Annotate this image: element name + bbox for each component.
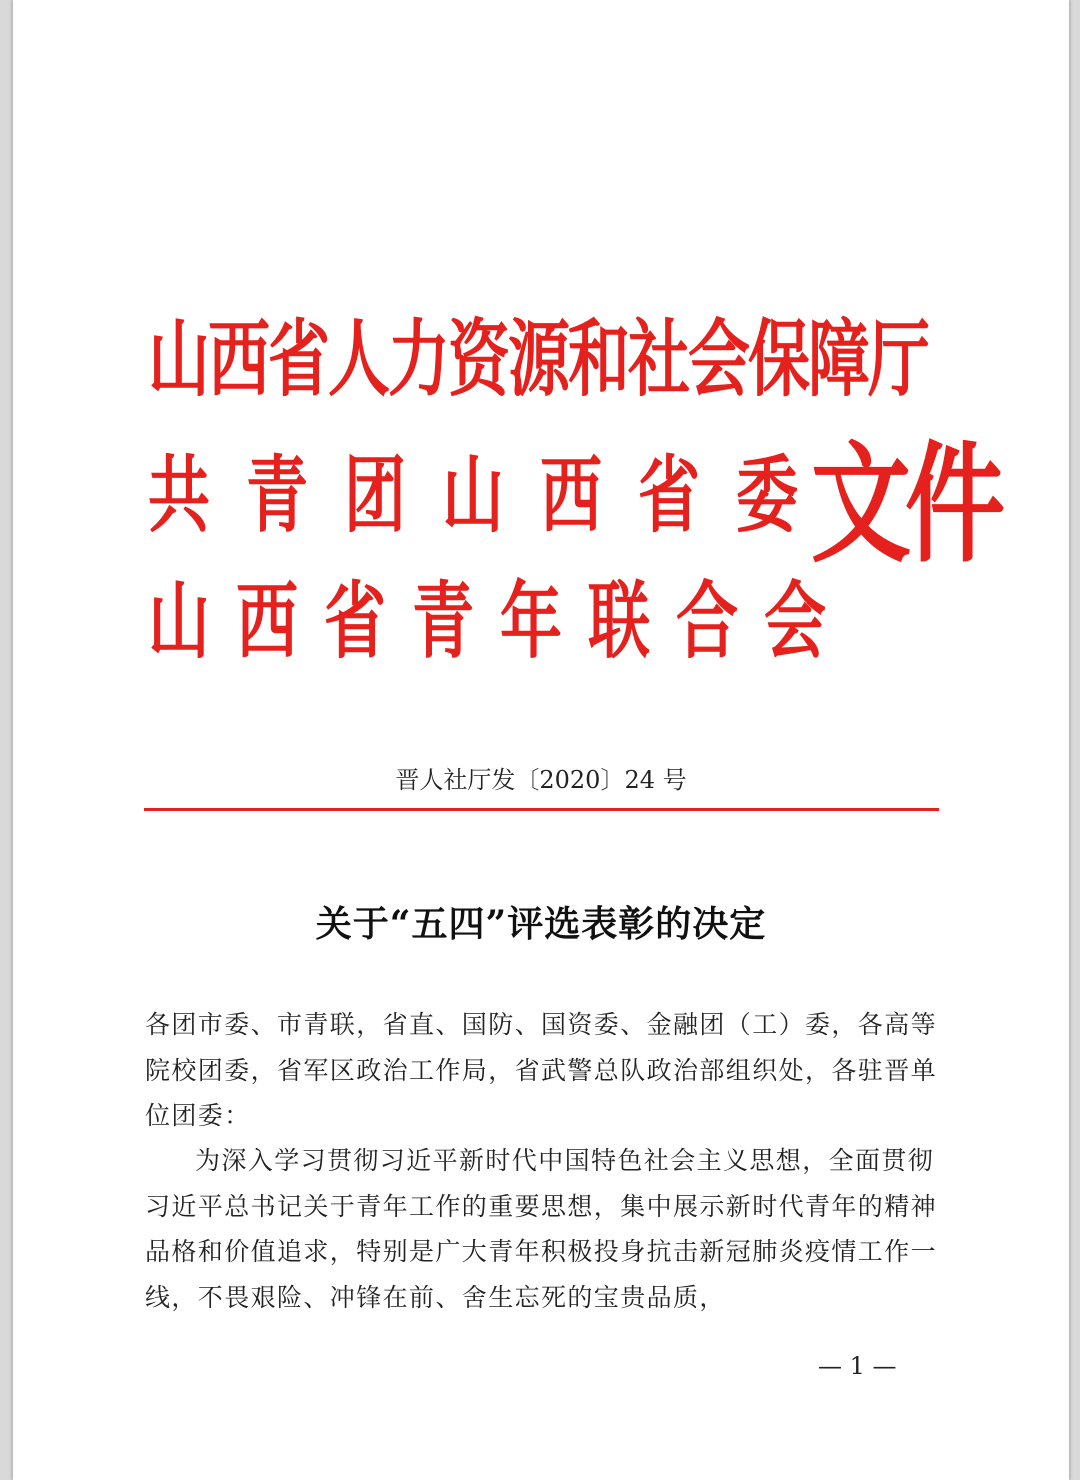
document-title: 关于“五四”评选表彰的决定 [315, 903, 767, 945]
document-number: 晋人社厅发〔2020〕24 号 [395, 766, 687, 794]
body-paragraph-1: 为深入学习贯彻习近平新时代中国特色社会主义思想，全面贯彻习近平总书记关于青年工作的重要思想，集中展示新时代青年的精神品格和价值追求，特别是广大青年积极投身抗击新冠肺炎疫情工作一线，不畏艰险、冲锋在前、舍生忘死的宝贵品质， [145, 1146, 938, 1312]
issuing-org-3: 山西省青年联合会 [148, 571, 853, 671]
issuing-org-2: 共青团山西省委 [148, 445, 835, 545]
document-page [12, 0, 1070, 1480]
document-type-label: 文件 [811, 427, 999, 581]
recipients-paragraph: 各团市委、市青联，省直、国防、国资委、金融团（工）委，各高等院校团委，省军区政治工作局，省武警总队政治部组织处，各驻晋单位团委： [145, 1010, 938, 1130]
issuing-org-1: 山西省人力资源和社会保障厅 [148, 309, 929, 409]
page-number: — 1 — [818, 1352, 897, 1380]
red-divider-line [144, 808, 939, 811]
